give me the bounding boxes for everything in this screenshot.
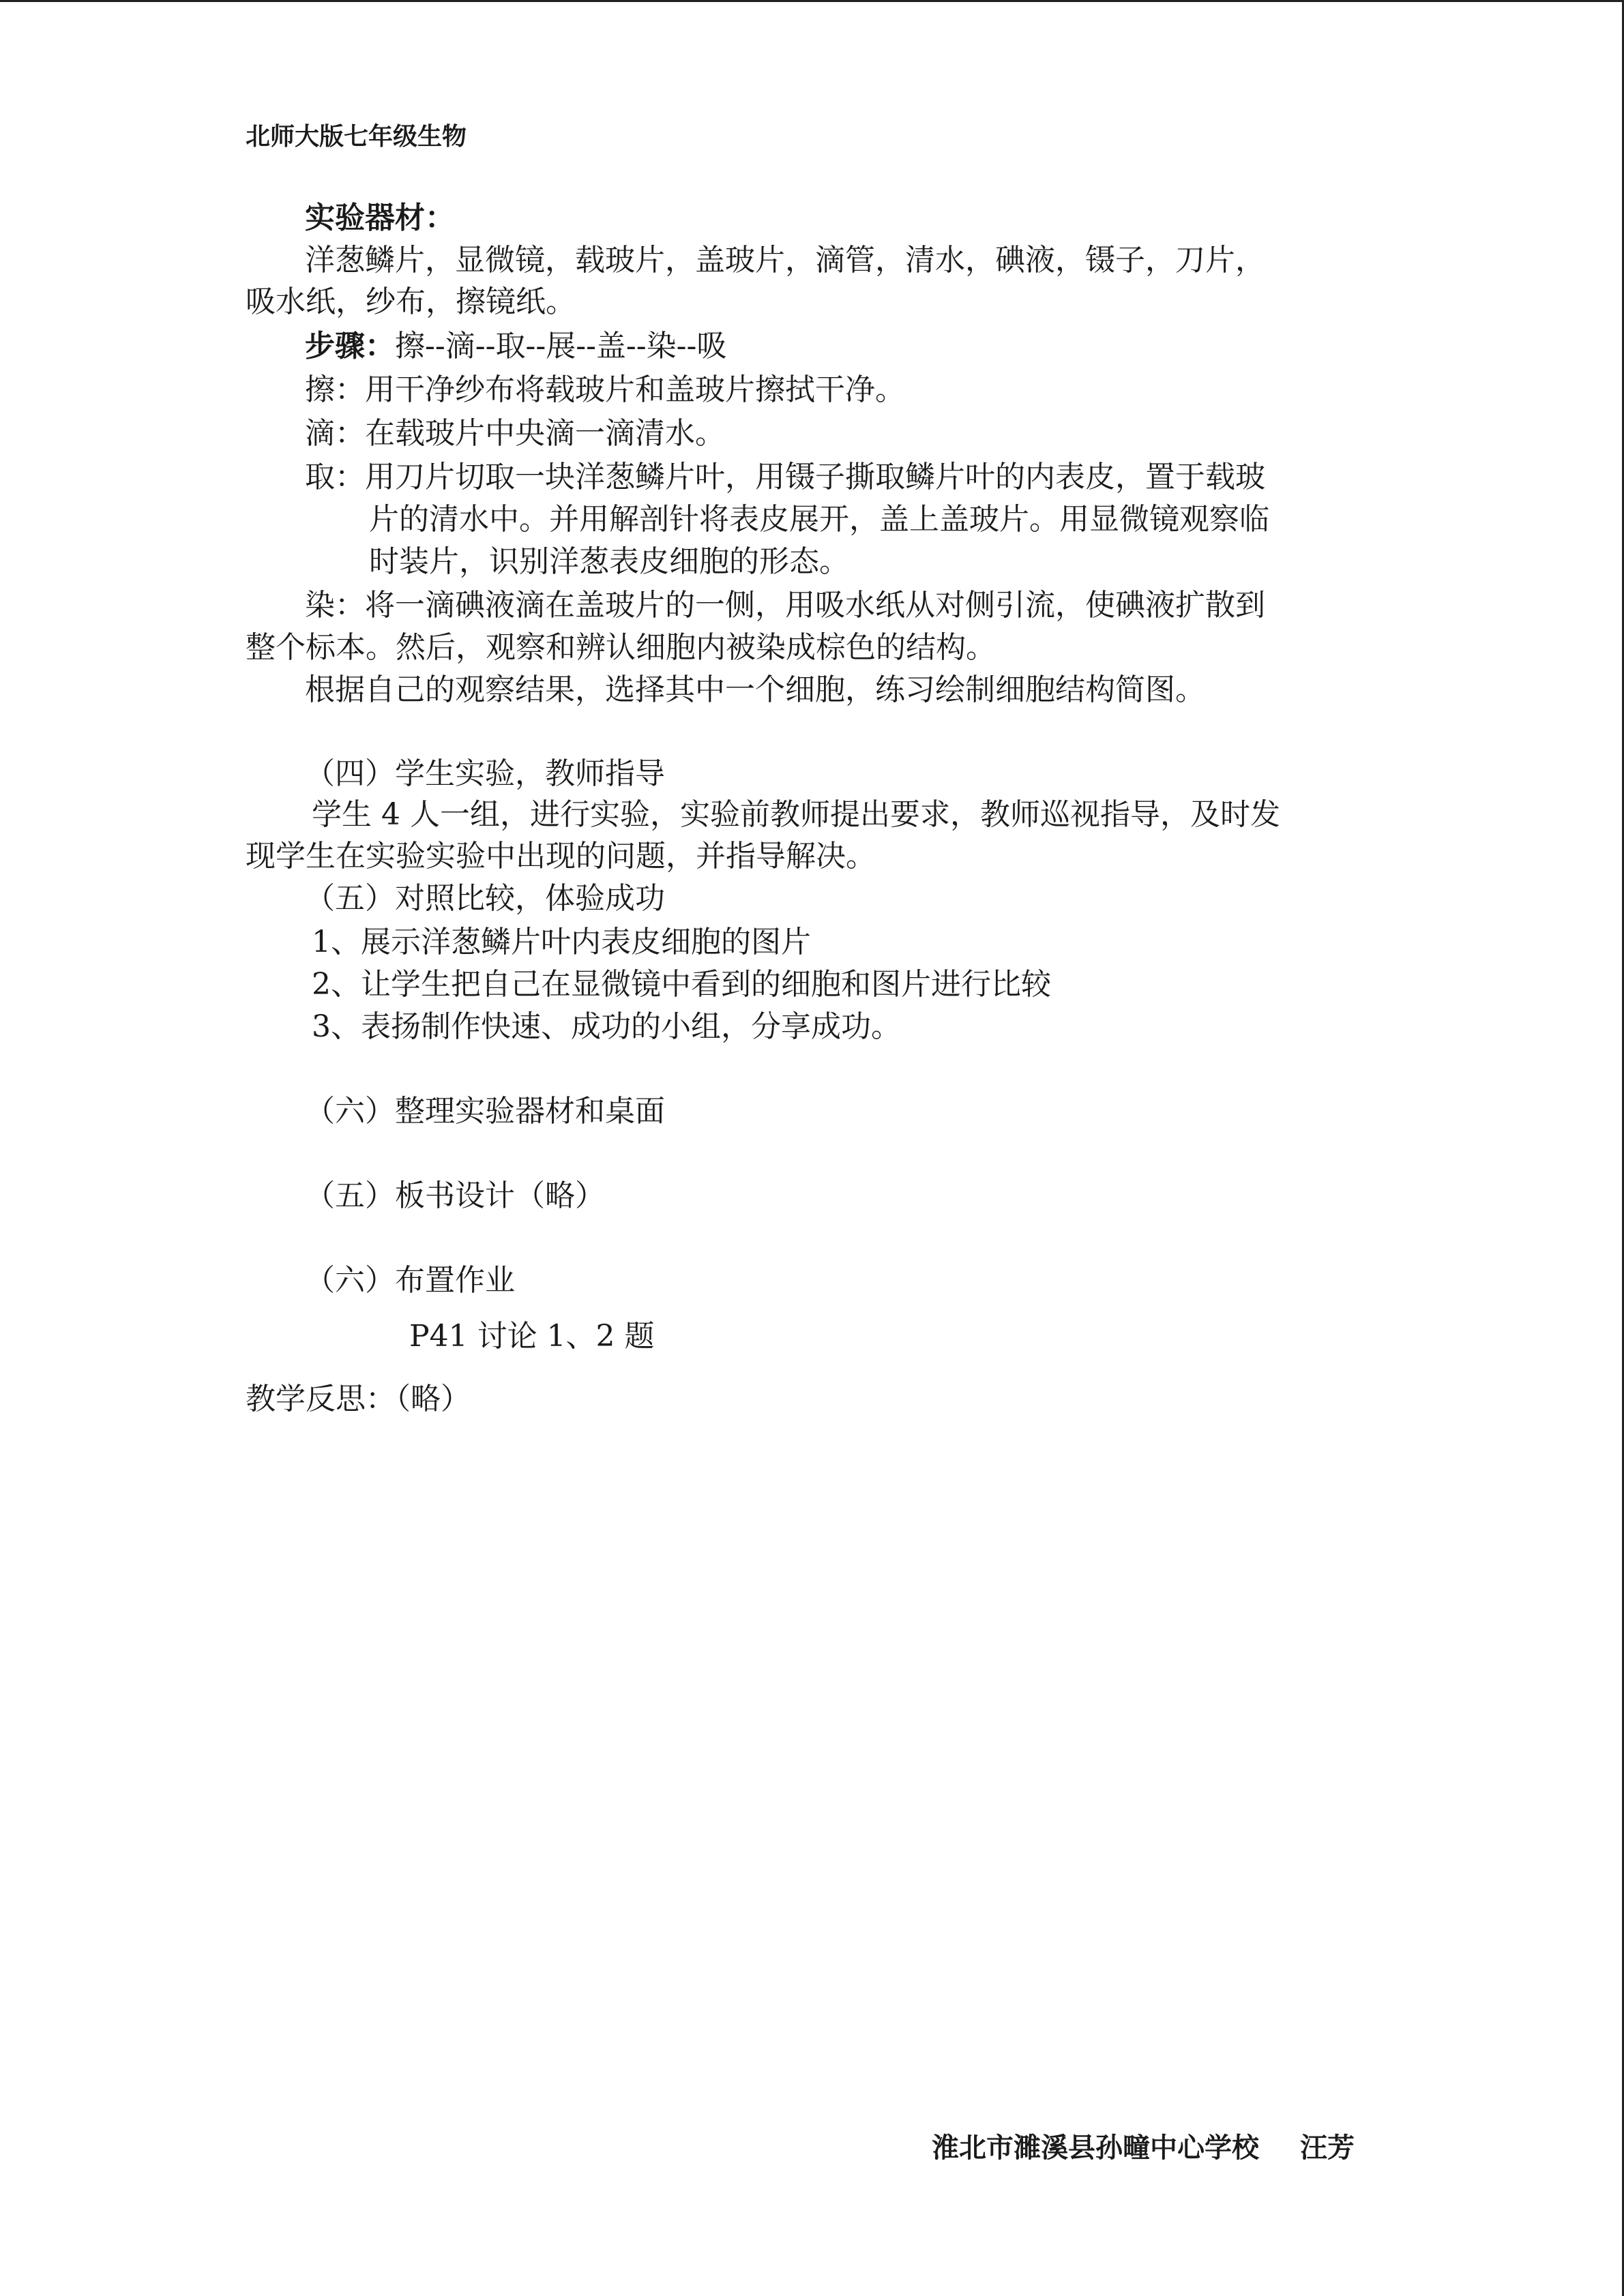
step-stain-line-2: 整个标本。然后，观察和辨认细胞内被染成棕色的结构。 (246, 630, 996, 665)
footer-school: 淮北市濉溪县孙疃中心学校 (932, 2132, 1259, 2164)
page-footer (932, 2126, 1355, 2165)
step-wipe: 擦：用干净纱布将载玻片和盖玻片擦拭干净。 (305, 372, 905, 407)
steps-sequence: 擦--滴--取--展--盖--染--吸 (395, 329, 727, 363)
section-5-heading: （五）对照比较，体验成功 (305, 881, 665, 916)
section-5-item-3: 3、表扬制作快速、成功的小组，分享成功。 (312, 1009, 901, 1044)
homework-detail: P41 讨论 1、2 题 (409, 1319, 655, 1354)
page-header: 北师大版七年级生物 (246, 123, 467, 151)
step-drop: 滴：在载玻片中央滴一滴清水。 (305, 416, 725, 451)
footer-author: 汪芳 (1300, 2132, 1355, 2164)
section-6-heading: （六）整理实验器材和桌面 (305, 1094, 665, 1129)
page-border-top (0, 0, 1624, 2)
section-4-heading: （四）学生实验，教师指导 (305, 756, 665, 791)
materials-line-1: 洋葱鳞片，显微镜，载玻片，盖玻片，滴管，清水，碘液，镊子，刀片， (305, 243, 1265, 278)
section-4-line-2: 现学生在实验实验中出现的问题，并指导解决。 (246, 839, 876, 874)
section-5-item-2: 2、让学生把自己在显微镜中看到的细胞和图片进行比较 (312, 967, 1051, 1002)
steps-label: 步骤： (305, 329, 395, 363)
step-stain-line-1: 染：将一滴碘液滴在盖玻片的一侧，用吸水纸从对侧引流，使碘液扩散到 (305, 588, 1265, 623)
step-take-line-1: 取：用刀片切取一块洋葱鳞片叶，用镊子撕取鳞片叶的内表皮，置于载玻 (305, 460, 1265, 494)
step-take-line-3: 时装片，识别洋葱表皮细胞的形态。 (369, 544, 849, 579)
step-draw: 根据自己的观察结果，选择其中一个细胞，练习绘制细胞结构简图。 (305, 672, 1205, 707)
section-4-line-1: 学生 4 人一组，进行实验，实验前教师提出要求，教师巡视指导，及时发 (312, 797, 1280, 832)
teaching-reflection: 教学反思：（略） (246, 1382, 471, 1416)
steps-summary (305, 326, 726, 367)
board-design-heading: （五）板书设计（略） (305, 1178, 605, 1213)
step-take-line-2: 片的清水中。并用解剖针将表皮展开，盖上盖玻片。用显微镜观察临 (369, 502, 1269, 537)
materials-line-2: 吸水纸，纱布，擦镜纸。 (246, 284, 576, 319)
section-5-item-1: 1、展示洋葱鳞片叶内表皮细胞的图片 (312, 925, 811, 959)
materials-heading: 实验器材： (305, 200, 455, 235)
homework-heading: （六）布置作业 (305, 1263, 515, 1298)
